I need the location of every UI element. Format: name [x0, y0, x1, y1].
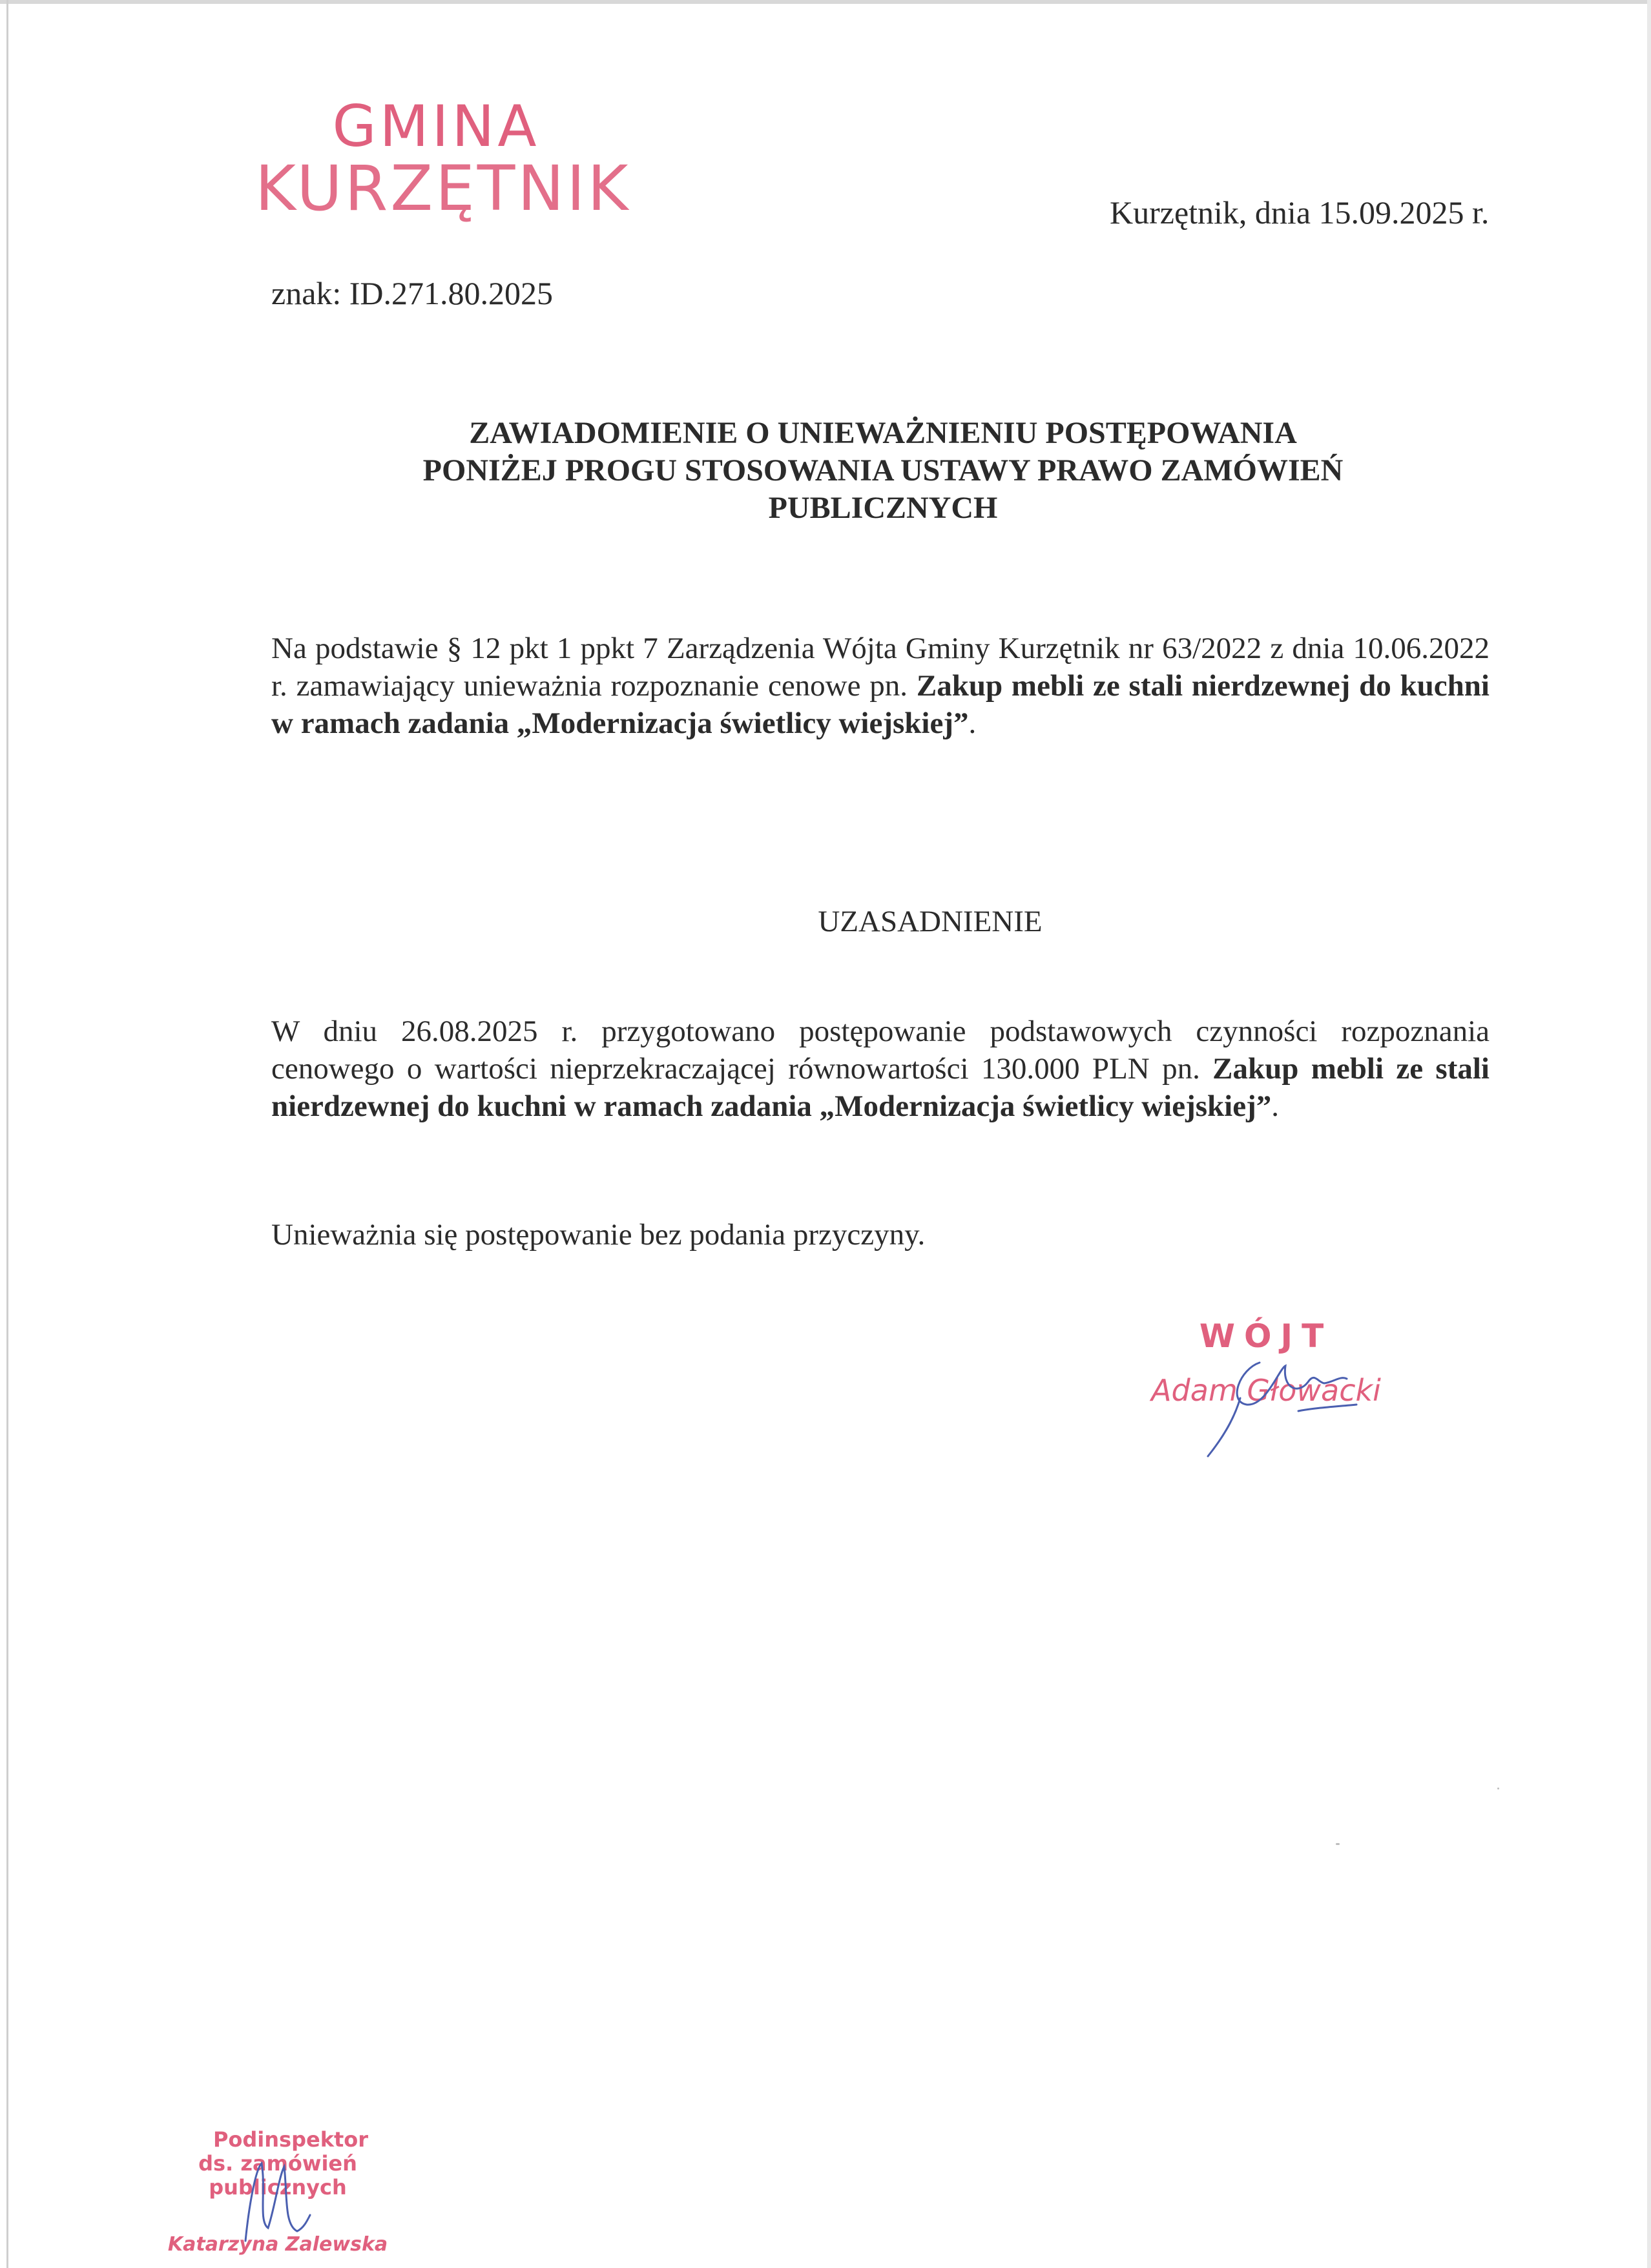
document-title-line3: PUBLICZNYCH [768, 491, 998, 525]
page-edge-left [6, 0, 8, 2268]
inspector-role-line2: ds. zamówień publicznych [198, 2150, 357, 2200]
wojt-stamp-title: WÓJT [1199, 1317, 1333, 1355]
gmina-stamp [255, 93, 631, 225]
legal-basis-paragraph [271, 630, 1490, 742]
gmina-stamp-line2: KURZĘTNIK [255, 152, 631, 225]
scan-speck [1336, 1843, 1340, 1845]
legal-basis-end: . [968, 706, 977, 740]
document-title-line2: PONIŻEJ PROGU STOSOWANIA USTAWY PRAWO ZAMÓWIEŃ [422, 453, 1344, 488]
inspector-name: Katarzyna Zalewska [167, 2233, 388, 2256]
page-edge-top [0, 0, 1651, 4]
gmina-stamp-line1: GMINA [332, 93, 540, 160]
justification-subject: Zakup mebli ze stali nierdzewnej do kuchni w ramach zadania „Modernizacja świetlicy wiejskiej” [271, 1052, 1490, 1123]
document-title-line1: ZAWIADOMIENIE O UNIEWAŻNIENIU POSTĘPOWANIA [469, 416, 1297, 450]
reference-number: znak: ID.271.80.2025 [271, 275, 554, 311]
scan-speck [1497, 1788, 1499, 1789]
justification-heading: UZASADNIENIE [818, 905, 1043, 938]
inspector-role-line1: Podinspektor [213, 2127, 369, 2152]
document-title [271, 415, 1495, 527]
page-edge-right [1647, 0, 1651, 2268]
justification-end: . [1271, 1089, 1279, 1123]
place-date: Kurzętnik, dnia 15.09.2025 r. [1110, 194, 1490, 231]
wojt-signature [1201, 1343, 1395, 1459]
legal-basis-subject: Zakup mebli ze stali nierdzewnej do kuchni w ramach zadania „Modernizacja świetlicy wiejskiej” [271, 669, 1490, 740]
justification-paragraph [271, 1013, 1490, 1125]
inspector-signature [220, 2150, 323, 2247]
annulment-statement: Unieważnia się postępowanie bez podania przyczyny. [271, 1218, 926, 1252]
justification-text: W dniu 26.08.2025 r. przygotowano postępowanie podstawowych czynności rozpoznania cenowego o wartości nieprzekraczającej równowartości 130.000 PLN pn. [271, 1015, 1490, 1086]
wojt-stamp-name: Adam Głowacki [1151, 1373, 1381, 1408]
legal-basis-text: Na podstawie § 12 pkt 1 ppkt 7 Zarządzenia Wójta Gminy Kurzętnik nr 63/2022 z dnia 10.06.2022 r. zamawiający unieważnia rozpoznanie cenowe pn. [271, 632, 1490, 703]
